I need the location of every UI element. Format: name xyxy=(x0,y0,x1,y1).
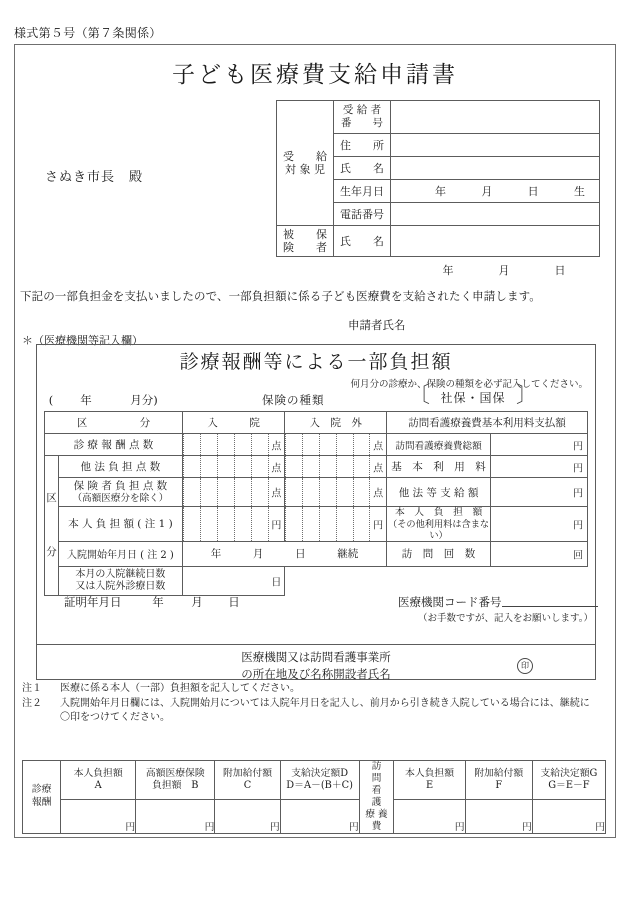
col-e-l1: 本人負担額 xyxy=(405,767,455,779)
nursing-side-l1: 訪 問 xyxy=(371,761,401,784)
vn-label-total: 訪問看護療養費総額 xyxy=(387,434,491,456)
side-label-bun: 分 xyxy=(46,546,57,559)
settlement-table xyxy=(22,760,606,834)
vn-self-pay-l1: 本 人 負 担 額 xyxy=(394,507,483,518)
addressee-mayor: さぬき市長 殿 xyxy=(45,170,144,185)
days-field[interactable] xyxy=(182,566,285,595)
institution-code-input[interactable] xyxy=(502,594,598,607)
col-a-l2: A xyxy=(94,779,102,791)
treatment-month-line[interactable] xyxy=(46,392,172,408)
admission-date-field[interactable] xyxy=(182,541,386,566)
col-g-l1: 支給決定額G xyxy=(540,767,598,779)
unit-label: 円 xyxy=(573,488,583,500)
vn-other-law-payment-field[interactable] xyxy=(491,478,588,507)
page-title: 子ども医療費支給申請書 xyxy=(172,62,458,88)
side-label-ku: 区 xyxy=(46,491,57,504)
birthdate-label: 生年月日 xyxy=(334,180,391,203)
footnote-1 xyxy=(22,682,612,697)
digit-guides xyxy=(183,456,285,477)
form-number: 様式第５号（第７条関係） xyxy=(14,26,162,40)
vn-self-pay-l2: （その他利用料は含まない） xyxy=(388,518,490,541)
unit-label: 円 xyxy=(269,821,280,833)
medical-box-title: 診療報酬等による一部負担額 xyxy=(179,351,453,373)
phone-label: 電話番号 xyxy=(334,203,391,226)
unit-label: 円 xyxy=(348,821,359,833)
recipient-number-label-l2: 番 号 xyxy=(341,117,383,129)
header-kubun: 区 分 xyxy=(45,412,183,434)
unit-label: 点 xyxy=(373,463,384,474)
digit-guides xyxy=(183,434,285,455)
table-header-row xyxy=(23,761,606,800)
table-row xyxy=(45,541,588,566)
col-a-l1: 本人負担額 xyxy=(73,767,123,779)
month-year-label: 年 xyxy=(80,393,92,407)
empty-cell xyxy=(387,566,491,595)
col-c-l2: C xyxy=(243,779,252,791)
child-group-label-line2: 対 象 児 xyxy=(285,163,325,176)
child-group-label xyxy=(277,101,334,226)
digit-guides xyxy=(285,434,386,455)
days-label-l2: 又は入院外診療日数 xyxy=(75,580,166,592)
insurer-points-l1: 保 険 者 負 担 点 数 xyxy=(73,479,168,492)
row-label-medical-points: 診 療 報 酬 点 数 xyxy=(45,434,183,456)
unit-label: 円 xyxy=(125,821,136,833)
digit-guides xyxy=(285,507,386,541)
signature-date-year: 年 xyxy=(442,264,454,277)
settlement-side-l1: 診療 xyxy=(31,784,52,796)
header-visiting-nursing: 訪問看護療養費基本利用料支払額 xyxy=(387,412,588,434)
admission-day: 日 xyxy=(295,548,306,561)
vn-label-other-law-payment: 他 法 等 支 給 額 xyxy=(387,478,491,507)
vn-basic-fee-field[interactable] xyxy=(491,456,588,478)
table-row xyxy=(45,566,588,595)
address-field[interactable] xyxy=(391,134,600,157)
recipient-number-label xyxy=(334,101,391,134)
nursing-side-l2: 看 護 xyxy=(371,784,401,808)
value-cell-f[interactable] xyxy=(465,799,532,833)
unit-label: 点 xyxy=(271,441,282,452)
vn-label-visit-count: 訪 問 回 数 xyxy=(387,541,491,566)
insured-group-label xyxy=(277,226,334,257)
unit-label: 点 xyxy=(373,488,384,500)
col-b-l1: 高額医療保険 xyxy=(145,767,205,779)
side-label-kubun xyxy=(45,456,59,596)
table-row xyxy=(23,799,606,833)
header-inpatient: 入 院 xyxy=(182,412,285,434)
medical-institution-entry-note: ＊（医療機関等記入欄） xyxy=(22,334,143,347)
inpatient-self-pay-field[interactable] xyxy=(182,507,285,542)
applicant-name-label: 申請者氏名 xyxy=(348,318,406,332)
col-g-l2: G＝E－F xyxy=(548,779,590,791)
settlement-side-l2: 報酬 xyxy=(31,796,52,808)
col-head-decision-g xyxy=(532,761,605,800)
table-header-row xyxy=(45,412,588,434)
col-head-self-pay-a xyxy=(61,761,136,800)
table-row xyxy=(277,226,600,257)
col-head-high-cost-b xyxy=(136,761,215,800)
vn-total-field[interactable] xyxy=(491,434,588,456)
certification-month: 月 xyxy=(191,595,203,609)
insured-name-label: 氏 名 xyxy=(334,226,391,257)
insured-group-label-l1: 被 保 xyxy=(283,227,327,241)
unit-label: 円 xyxy=(595,821,605,833)
digit-guides xyxy=(183,507,285,541)
header-outpatient: 入 院 外 xyxy=(285,412,387,434)
col-head-additional-c xyxy=(215,761,280,800)
empty-cell xyxy=(285,566,387,595)
vn-self-pay-field[interactable] xyxy=(491,507,588,542)
row-label-other-law-points: 他 法 負 担 点 数 xyxy=(58,456,182,478)
footnotes xyxy=(22,682,612,726)
col-d-l1: 支給決定額D xyxy=(291,767,349,779)
unit-label: 日 xyxy=(271,577,282,589)
institution-code-label: 医療機関コード番号 xyxy=(398,595,502,609)
unit-label: 点 xyxy=(271,488,282,500)
bracket-right-icon: 〕 xyxy=(515,383,538,408)
certification-date-label: 証明年月日 xyxy=(64,595,122,609)
application-statement: 下記の一部負担金を支払いましたので、一部負担額に係る子ども医療費を支給されたく申請します。 xyxy=(20,289,541,303)
unit-label: 円 xyxy=(522,821,532,833)
footnote-1-tag: 注１ xyxy=(22,683,42,694)
table-row xyxy=(45,507,588,542)
row-label-self-pay: 本 人 負 担 額 ( 注 1 ) xyxy=(58,507,182,542)
col-e-l2: E xyxy=(425,779,434,791)
birthdate-year: 年 xyxy=(435,185,446,198)
unit-label: 円 xyxy=(573,441,583,452)
row-label-admission-date: 入院開始年月日 ( 注 2 ) xyxy=(58,541,182,566)
institution-name-line1: 医療機関又は訪問看護事業所 xyxy=(241,650,391,664)
institution-name-text xyxy=(36,649,596,682)
seal-icon: 印 xyxy=(517,658,533,674)
vn-label-self-pay xyxy=(387,507,491,542)
col-d-l2: D＝A－(B＋C) xyxy=(286,779,353,791)
row-label-insurer-points xyxy=(58,478,182,507)
value-cell-a[interactable] xyxy=(61,799,136,833)
address-label: 住 所 xyxy=(334,134,391,157)
col-f-l2: F xyxy=(495,779,503,791)
unit-label: 円 xyxy=(573,463,583,474)
institution-code-note: （お手数ですが、記入をお願いします。） xyxy=(418,613,593,624)
value-cell-e[interactable] xyxy=(394,799,465,833)
value-cell-b[interactable] xyxy=(136,799,215,833)
unit-label: 円 xyxy=(454,821,465,833)
certification-date-line[interactable] xyxy=(64,594,252,610)
recipient-info-table xyxy=(276,100,600,257)
col-head-additional-f xyxy=(465,761,532,800)
table-row xyxy=(277,101,600,134)
admission-continued[interactable]: 継続 xyxy=(337,548,359,561)
certification-day: 日 xyxy=(228,595,240,609)
empty-cell xyxy=(491,566,588,595)
unit-label: 円 xyxy=(204,821,215,833)
value-cell-c[interactable] xyxy=(215,799,280,833)
month-open-paren: ( xyxy=(48,393,54,407)
outpatient-other-law-points-field[interactable] xyxy=(285,456,387,478)
child-name-label: 氏 名 xyxy=(334,157,391,180)
inpatient-medical-points-field[interactable] xyxy=(182,434,285,456)
col-c-l1: 附加給付額 xyxy=(223,767,272,779)
digit-guides xyxy=(183,478,285,506)
footnote-2-tag: 注２ xyxy=(22,697,42,709)
medical-box-subnote: 何月分の診療か、保険の種類を必ず記入してください。 xyxy=(350,379,588,390)
digit-guides xyxy=(285,478,386,506)
unit-label: 点 xyxy=(373,441,384,452)
unit-label: 点 xyxy=(271,463,282,474)
recipient-number-label-l1: 受 給 者 xyxy=(342,104,382,117)
birthdate-month: 月 xyxy=(481,185,493,198)
col-b-l2: 負担額 B xyxy=(152,779,199,791)
unit-label: 回 xyxy=(573,550,583,562)
birthdate-suffix: 生 xyxy=(573,185,585,198)
footnote-2-line1: 入院開始年月日欄には、入院開始月については入院年月日を記入し、前月から引き続き入院している場合には、継続に xyxy=(60,697,590,709)
signature-date-day: 日 xyxy=(554,264,566,277)
table-row xyxy=(45,478,588,507)
child-group-label-line1: 受 給 xyxy=(283,149,327,163)
birthdate-day: 日 xyxy=(527,185,539,198)
row-label-days xyxy=(58,566,182,595)
birthdate-field[interactable] xyxy=(391,180,600,203)
inpatient-insurer-points-field[interactable] xyxy=(182,478,285,507)
col-head-self-pay-e xyxy=(394,761,465,800)
institution-name-line2: の所在地及び名称開設者氏名 xyxy=(241,666,391,681)
child-name-field[interactable] xyxy=(391,157,600,180)
value-cell-g[interactable] xyxy=(532,799,605,833)
footnote-1-text: 医療に係る本人（一部）負担額を記入してください。 xyxy=(60,683,300,694)
unit-label: 円 xyxy=(373,520,384,532)
admission-year: 年 xyxy=(210,548,222,561)
insurance-kind-label: 保険の種類 xyxy=(262,393,325,407)
vn-visit-count-field[interactable] xyxy=(491,541,588,566)
certification-year: 年 xyxy=(152,595,164,609)
institution-code-line[interactable] xyxy=(398,594,598,610)
insurer-points-l2: （高額医療分を除く） xyxy=(72,492,169,504)
col-f-l1: 附加給付額 xyxy=(474,767,524,779)
admission-month: 月 xyxy=(252,548,264,561)
col-head-decision-d xyxy=(280,761,359,800)
footnote-2-line2: 〇印をつけてください。 xyxy=(60,712,170,723)
digit-guides xyxy=(285,456,386,477)
insured-name-field[interactable] xyxy=(391,226,600,257)
value-cell-d[interactable] xyxy=(280,799,359,833)
signature-date-month: 月 xyxy=(498,264,510,277)
unit-label: 円 xyxy=(271,520,282,532)
footnote-2-text xyxy=(60,697,612,726)
bracket-left-icon: 〔 xyxy=(408,383,431,408)
unit-label: 円 xyxy=(573,520,583,532)
settlement-side-label-nursing xyxy=(359,761,401,834)
nursing-side-l3: 療 養 費 xyxy=(365,808,388,832)
month-month-label: 月分) xyxy=(130,393,158,407)
footnote-2 xyxy=(22,697,612,726)
vn-label-basic-fee: 基 本 利 用 料 xyxy=(387,456,491,478)
table-row xyxy=(45,456,588,478)
recipient-number-field[interactable] xyxy=(391,101,600,134)
insured-group-label-l2: 険 者 xyxy=(283,241,327,254)
phone-field[interactable] xyxy=(391,203,600,226)
outpatient-self-pay-field[interactable] xyxy=(285,507,387,542)
signature-date xyxy=(420,262,605,278)
settlement-side-label-medical xyxy=(23,761,61,834)
insurance-choice-value: 社保・国保 xyxy=(440,391,506,405)
copayment-detail-table xyxy=(44,411,588,596)
outpatient-medical-points-field[interactable] xyxy=(285,434,387,456)
outpatient-insurer-points-field[interactable] xyxy=(285,478,387,507)
insurance-choice[interactable] xyxy=(408,383,538,408)
days-label-l1: 本月の入院継続日数 xyxy=(75,568,166,580)
table-row xyxy=(45,434,588,456)
inpatient-other-law-points-field[interactable] xyxy=(182,456,285,478)
